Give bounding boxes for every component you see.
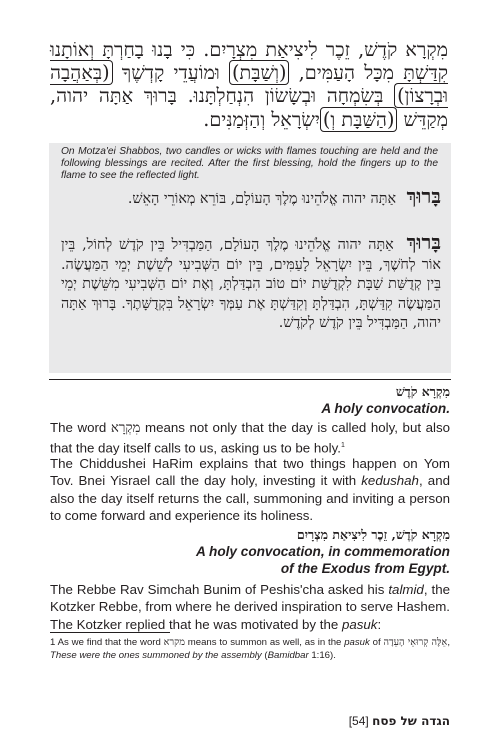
footnote-divider	[50, 632, 170, 633]
heading-hebrew: מִקְרָא קֹדֶשׁ	[395, 384, 450, 399]
italic-term: These were the ones summoned by the assembly	[50, 649, 262, 661]
text-run: The Rebbe Rav Simchah Bunim of Peshis'cha asked his	[50, 582, 389, 597]
text-run: The Chiddushei HaRim explains that two things happen on Yom Tov. Bnei Yisrael call the day holy, investing it with	[50, 456, 450, 489]
prayer-text-part3: בְּשִׂמְחָה וּבְשָׂשׂוֹן הִנְחַלְתָּנוּ. בָּרוּךְ אַתָּה יהוה, מְקַדֵּשׁ	[50, 84, 448, 131]
hebrew-phrase: אֵלֶּה קְרוּאֵי הָעֵדָה	[383, 637, 448, 648]
text-run: :	[377, 616, 382, 632]
instruction-note: On Motza'ei Shabbos, two candles or wicks with flames touching are held and the following blessings are recited. After the first blessing, hold the fingers up to the flame to see the reflected light.	[61, 146, 438, 182]
section-heading-2	[196, 526, 450, 577]
prayer-text-part4: יִשְׂרָאֵל וְהַזְּמַנִּים.	[203, 107, 320, 131]
havdalah-panel	[49, 143, 451, 373]
text-run: ,	[447, 637, 450, 648]
page-footer	[349, 714, 450, 728]
paragraph-1	[50, 419, 450, 457]
paragraph-3	[50, 581, 450, 633]
blessing-text: אַתָּה יהוה אֱלֹהֵינוּ מֶלֶךְ הָעוֹלָם, בּוֹרֵא מְאוֹרֵי הָאֵשׁ.	[127, 191, 397, 207]
heading-english: A holy convocation.	[321, 401, 450, 416]
page-number: [54]	[348, 714, 369, 728]
heading-english-line2: of the Exodus from Egypt.	[280, 561, 450, 576]
text-run: , the Kotzker Rebbe, from where he derived inspiration to serve Hashem. The Kotzker replied that he was motivated by the	[50, 582, 450, 632]
prayer-text-part1: מִקְרָא קֹדֶשׁ, זֵכֶר לִיצִיאַת מִצְרָיִם. כִּי בָנוּ בָחַרְתָּ וְאוֹתָנוּ קִדַּשְׁתָּ מִכָּל הָעַמִּים,	[50, 38, 448, 85]
bracket-box-hashabbat: (הַשַּׁבָּת וְ)	[320, 107, 398, 132]
section-heading-1	[321, 383, 450, 417]
blessing-lead-word: בָּרוּךְ	[406, 230, 441, 254]
text-run: The word	[50, 420, 111, 435]
footnote-marker[interactable]: 1	[340, 442, 345, 450]
bracket-box-shabbat: (וְשַׁבָּת)	[229, 60, 289, 85]
text-run: of	[369, 637, 384, 648]
running-title: הגדה של פסח	[372, 714, 450, 728]
blessing-fire	[61, 184, 441, 210]
hebrew-word: מקרא	[163, 637, 185, 648]
italic-term: pasuk	[344, 637, 370, 648]
heading-english-line1: A holy convocation, in commemoration	[195, 544, 450, 559]
bracket-box-ahavah: (בְּאַהֲבָה וּבְרָצוֹן)	[50, 61, 448, 108]
text-run: (	[261, 649, 268, 661]
text-run: means to summon as well, as in the	[184, 637, 345, 648]
italic-term: kedushah	[361, 473, 419, 489]
blessing-text: אַתָּה יהוה אֱלֹהֵינוּ מֶלֶךְ הָעוֹלָם, הַמַּבְדִּיל בֵּין קֹדֶשׁ לְחוֹל, בֵּין אוֹר לְחֹשֶׁךְ, בֵּין יִשְׂרָאֵל לָעַמִּים, בֵּין יוֹם הַשְּׁבִיעִי לְשֵׁשֶׁת יְמֵי הַמַּעֲשֶׂה. בֵּין קְדֻשַּׁת שַׁבָּת לִקְדֻשַּׁת יוֹם טוֹב הִבְדַּלְתָּ, וְאֶת יוֹם הַשְּׁבִיעִי מִשֵּׁשֶׁת יְמֵי הַמַּעֲשֶׂה קִדַּשְׁתָּ, הִבְדַּלְתָּ וְקִדַּשְׁתָּ אֶת עַמְּךָ יִשְׂרָאֵל בִּקְדֻשָּׁתֶךָ. בָּרוּךְ אַתָּה יהוה, הַמַּבְדִּיל בֵּין קֹדֶשׁ לְקֹדֶשׁ.	[61, 237, 441, 331]
italic-term: pasuk	[341, 616, 378, 632]
paragraph-2	[50, 455, 450, 525]
text-run: , and also the day itself returns the call, summoning and inviting a person to come forward and experience its holiness.	[50, 473, 450, 524]
hebrew-word: מִקְרָא	[110, 421, 141, 436]
blessing-lead-word: בָּרוּךְ	[406, 184, 441, 208]
blessing-havdalah	[61, 230, 441, 334]
text-run: 1 As we find that the word	[50, 637, 164, 648]
text-run: 1:16).	[308, 649, 336, 661]
text-run: means not only that the day is called holy, but also that the day itself calls to us, asking us to be holy.	[50, 420, 451, 456]
prayer-text-part2: וּמוֹעֲדֵי קָדְשֶׁךָ	[112, 61, 230, 85]
section-divider	[49, 379, 451, 380]
italic-term: talmid	[388, 582, 424, 597]
hebrew-prayer-text	[50, 38, 448, 131]
heading-hebrew: מִקְרָא קֹדֶשׁ, זֵכֶר לִיצִיאַת מִצְרָיִם	[296, 527, 450, 542]
italic-term: Bamidbar	[267, 649, 309, 661]
footnote	[50, 637, 450, 663]
